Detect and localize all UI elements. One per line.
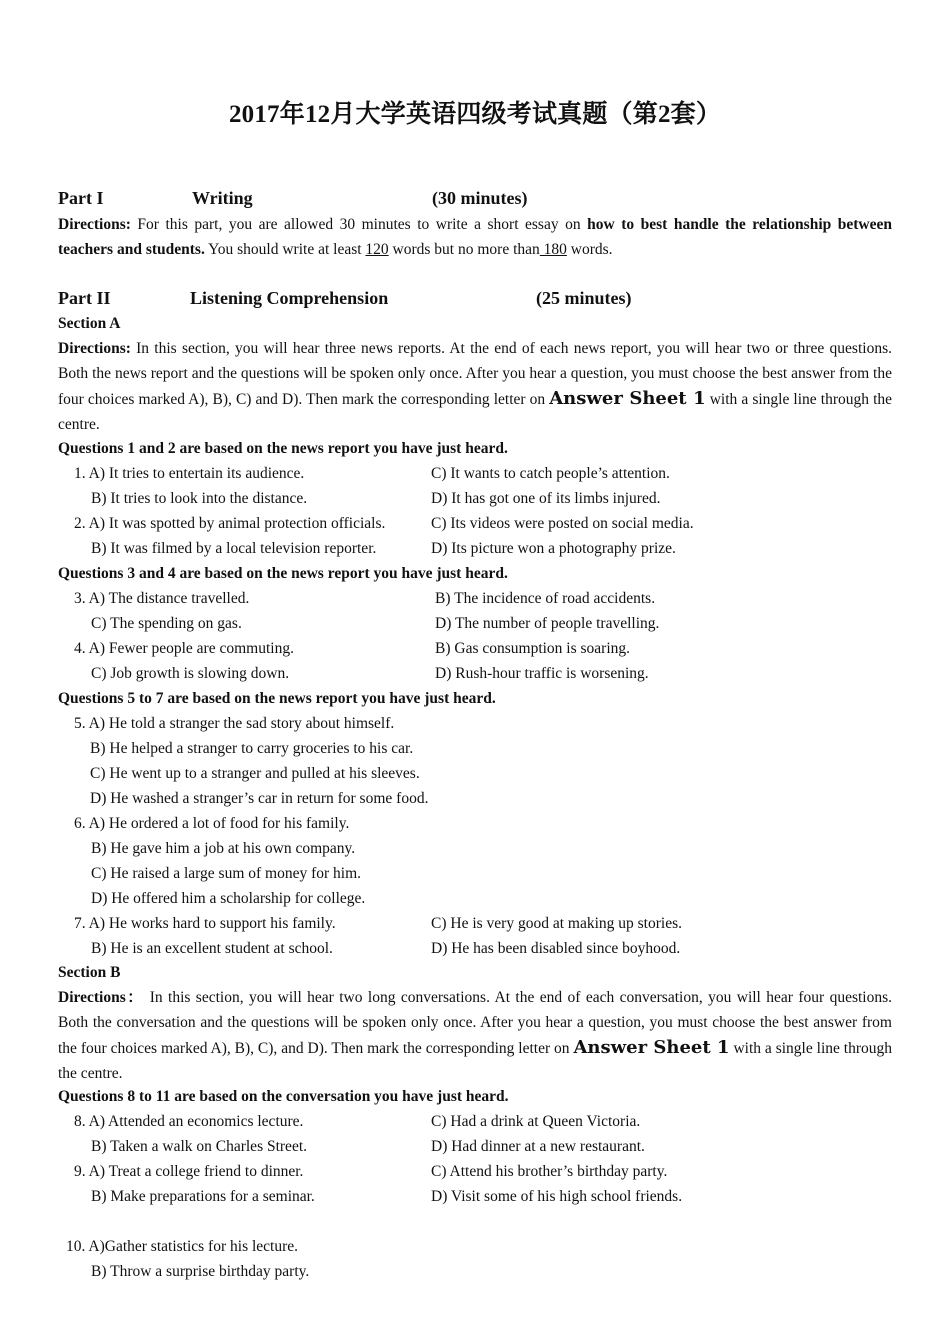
option: 2. A) It was spotted by animal protection officials.	[74, 515, 386, 532]
option: C) It wants to catch people’s attention.	[431, 465, 670, 482]
option: C) Had a drink at Queen Victoria.	[431, 1113, 641, 1130]
part1-label: Part I	[58, 188, 104, 208]
option: 1. A) It tries to entertain its audience.	[74, 465, 305, 482]
part2-time: (25 minutes)	[536, 288, 632, 308]
part2-name: Listening Comprehension	[190, 288, 389, 308]
option: B) The incidence of road accidents.	[435, 590, 656, 607]
option: B) Make preparations for a seminar.	[91, 1188, 315, 1205]
part2-label: Part II	[58, 288, 111, 308]
option: 4. A) Fewer people are commuting.	[74, 640, 294, 657]
answer-sheet-ref: Answer Sheet 1	[573, 1037, 730, 1058]
option: C) He is very good at making up stories.	[431, 915, 682, 932]
option: 5. A) He told a stranger the sad story about himself.	[74, 715, 395, 732]
directions-label: Directions:	[58, 216, 131, 233]
option: B) Gas consumption is soaring.	[435, 640, 631, 657]
option: C) He went up to a stranger and pulled at his sleeves.	[90, 765, 420, 782]
option: 8. A) Attended an economics lecture.	[74, 1113, 304, 1130]
option: 10. A)Gather statistics for his lecture.	[66, 1238, 299, 1255]
option: D) He has been disabled since boyhood.	[431, 940, 681, 957]
option: D) The number of people travelling.	[435, 615, 660, 632]
min-words: 120	[365, 241, 389, 258]
option: D) It has got one of its limbs injured.	[431, 490, 661, 507]
option: 7. A) He works hard to support his family.	[74, 915, 336, 932]
section-b-directions: Directions： In this section, you will hear two long conversations. At the end of each conversation, you will hear four questions. Both the conversation and the questions will be spoken only once. After you hear a question, you must choose the best answer from the four choices marked A), B), C), and D). Then mark the corresponding letter on Answer Sheet 1 with a single line through the centre.	[58, 989, 893, 1082]
option: C) Attend his brother’s birthday party.	[431, 1163, 668, 1180]
option: B) It tries to look into the distance.	[91, 490, 308, 507]
option: B) It was filmed by a local television reporter.	[91, 540, 377, 557]
option: D) Its picture won a photography prize.	[431, 540, 676, 557]
option: C) Its videos were posted on social media.	[431, 515, 694, 532]
part1-time: (30 minutes)	[432, 188, 528, 208]
option: 3. A) The distance travelled.	[74, 590, 250, 607]
section-b-label: Section B	[58, 964, 121, 981]
option: 6. A) He ordered a lot of food for his family.	[74, 815, 350, 832]
essay-topic: how to best handle the relationship between teachers and students.	[58, 216, 892, 258]
option: C) The spending on gas.	[91, 615, 242, 632]
option: D) Had dinner at a new restaurant.	[431, 1138, 645, 1155]
option: C) Job growth is slowing down.	[91, 665, 290, 682]
option: B) He is an excellent student at school.	[91, 940, 333, 957]
option: D) He washed a stranger’s car in return for some food.	[90, 790, 429, 807]
option: B) He helped a stranger to carry groceries to his car.	[90, 740, 414, 757]
answer-sheet-ref: Answer Sheet 1	[549, 388, 706, 409]
part1-name: Writing	[192, 188, 253, 208]
question-group-heading: Questions 5 to 7 are based on the news report you have just heard.	[58, 690, 496, 707]
question-group-heading: Questions 1 and 2 are based on the news report you have just heard.	[58, 440, 508, 457]
option: C) He raised a large sum of money for him.	[91, 865, 362, 882]
question-group-heading: Questions 3 and 4 are based on the news report you have just heard.	[58, 565, 508, 582]
option: 9. A) Treat a college friend to dinner.	[74, 1163, 304, 1180]
section-a-directions: Directions: In this section, you will hear three news reports. At the end of each news report, you will hear two or three questions. Both the news report and the questions will be spoken only once. After you hear a question, you must choose the best answer from the four choices marked A), B), C) and D). Then mark the corresponding letter on Answer Sheet 1 with a single line through the centre.	[58, 340, 893, 433]
max-words: 180	[539, 241, 567, 258]
option: D) Rush-hour traffic is worsening.	[435, 665, 649, 682]
option: D) Visit some of his high school friends.	[431, 1188, 683, 1205]
option: B) He gave him a job at his own company.	[91, 840, 356, 857]
section-a-label: Section A	[58, 315, 121, 332]
page-title: 2017年12月大学英语四级考试真题（第2套）	[228, 101, 722, 128]
question-group-heading: Questions 8 to 11 are based on the conversation you have just heard.	[58, 1088, 509, 1105]
part1-directions: Directions: For this part, you are allowed 30 minutes to write a short essay on how to best handle the relationship between teachers and students. You should write at least 120 words but no more than 180 words.	[58, 216, 892, 258]
option: D) He offered him a scholarship for college.	[91, 890, 366, 907]
option: B) Throw a surprise birthday party.	[91, 1263, 310, 1280]
option: B) Taken a walk on Charles Street.	[91, 1138, 308, 1155]
